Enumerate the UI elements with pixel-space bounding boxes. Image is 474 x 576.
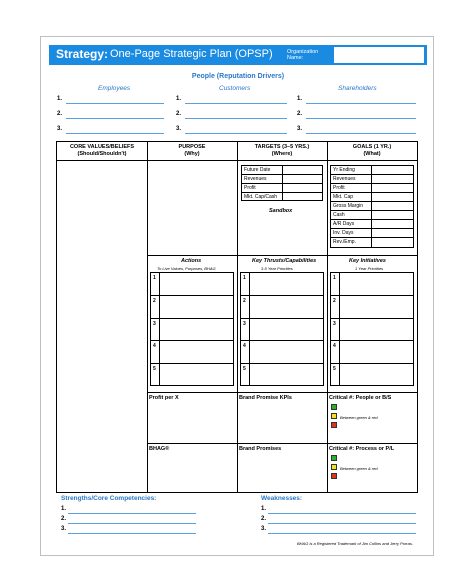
critical-people-label: Critical #: People or B/S xyxy=(329,395,392,401)
strength-num-2: 2. xyxy=(61,516,67,522)
table-divider xyxy=(241,363,323,364)
table-divider xyxy=(339,273,340,385)
actions-subtitle: To Live Values, Purposes, BHAG xyxy=(157,266,216,271)
table-divider xyxy=(331,201,413,202)
employees-heading: Employees xyxy=(98,85,131,92)
table-divider xyxy=(242,174,322,175)
actions-boxes xyxy=(150,272,234,386)
table-divider xyxy=(151,295,233,296)
weakness-line-3[interactable] xyxy=(268,533,416,534)
shareholder-line-3[interactable] xyxy=(306,133,416,134)
goals-row-label: Cash xyxy=(333,212,345,218)
strength-num-3: 3. xyxy=(61,526,67,532)
goals-row-label: Rev./Emp. xyxy=(333,239,356,245)
goals-header xyxy=(327,144,417,158)
targets-row-label: Future Date xyxy=(244,167,271,173)
table-divider xyxy=(331,210,413,211)
shareholder-num-3: 3. xyxy=(297,126,303,132)
strength-line-3[interactable] xyxy=(68,533,196,534)
customer-line-3[interactable] xyxy=(185,133,287,134)
brand-promises-label: Brand Promises xyxy=(239,446,282,452)
goals-row-label: Yr Ending xyxy=(333,167,355,173)
table-divider xyxy=(371,166,372,247)
thrusts-title: Key Thrusts/Capabilities xyxy=(252,258,317,264)
customer-line-1[interactable] xyxy=(185,103,287,104)
targets-row-label: Profit xyxy=(244,185,256,191)
shareholder-line-1[interactable] xyxy=(306,103,416,104)
table-divider xyxy=(151,340,233,341)
grid-divider xyxy=(147,392,417,393)
customer-line-2[interactable] xyxy=(185,118,287,119)
table-divider xyxy=(242,192,322,193)
initiatives-boxes xyxy=(330,272,414,386)
table-divider xyxy=(331,340,413,341)
employee-num-3: 3. xyxy=(57,126,63,132)
customers-heading: Customers xyxy=(219,85,251,92)
row-number: 4 xyxy=(333,343,336,349)
critical-process-label: Critical #: Process or P/L xyxy=(329,446,395,452)
strength-line-1[interactable] xyxy=(68,513,196,514)
actions-title: Actions xyxy=(181,258,202,264)
between-note: Between green & red xyxy=(340,415,378,420)
org-label xyxy=(287,49,318,61)
goals-sub: (What) xyxy=(363,151,381,157)
targets-row-label: Mkt. Cap/Cash xyxy=(244,194,278,200)
targets-row-label: Revenues xyxy=(244,176,267,182)
row-number: 3 xyxy=(333,321,336,327)
row-number: 4 xyxy=(153,343,156,349)
green-status-box[interactable] xyxy=(331,455,337,461)
strength-line-2[interactable] xyxy=(68,523,196,524)
targets-header xyxy=(237,144,327,158)
weakness-num-1: 1. xyxy=(261,506,267,512)
goals-title: GOALS (1 YR.) xyxy=(352,144,392,150)
table-divider xyxy=(242,183,322,184)
org-label-line-2: Name: xyxy=(287,55,304,61)
table-divider xyxy=(241,340,323,341)
thrusts-boxes xyxy=(240,272,324,386)
table-divider xyxy=(331,318,413,319)
org-label-bg xyxy=(284,45,334,65)
row-number: 5 xyxy=(153,366,156,372)
purpose-sub: (Why) xyxy=(184,151,200,157)
grid-divider xyxy=(147,142,148,493)
table-divider xyxy=(249,273,250,385)
shareholders-heading: Shareholders xyxy=(338,85,377,92)
weaknesses-title: Weaknesses: xyxy=(261,495,303,502)
row-number: 3 xyxy=(153,321,156,327)
table-divider xyxy=(331,219,413,220)
row-number: 1 xyxy=(153,275,156,281)
row-number: 5 xyxy=(333,366,336,372)
purpose-title: PURPOSE xyxy=(178,144,206,150)
row-number: 1 xyxy=(333,275,336,281)
table-divider xyxy=(159,273,160,385)
weakness-line-2[interactable] xyxy=(268,523,416,524)
grid-divider xyxy=(237,142,238,493)
grid-divider xyxy=(57,160,417,161)
green-status-box[interactable] xyxy=(331,404,337,410)
table-divider xyxy=(151,363,233,364)
goals-row-label: Profit xyxy=(333,185,345,191)
org-label-line-1: Organization xyxy=(287,49,319,55)
title-bar xyxy=(49,45,427,65)
initiatives-title: Key Initiatives xyxy=(349,258,386,264)
table-divider xyxy=(331,183,413,184)
row-number: 2 xyxy=(243,298,246,304)
goals-row-label: A/R Days xyxy=(333,221,355,227)
weakness-num-3: 3. xyxy=(261,526,267,532)
table-divider xyxy=(241,295,323,296)
employee-num-2: 2. xyxy=(57,111,63,117)
targets-table xyxy=(241,165,323,201)
between-note: Between green & red xyxy=(340,466,378,471)
goals-row-label: Revenues xyxy=(333,176,356,182)
table-divider xyxy=(331,237,413,238)
customer-num-1: 1. xyxy=(176,96,182,102)
sandbox-label: Sandbox xyxy=(269,208,293,214)
shareholder-num-1: 1. xyxy=(297,96,303,102)
core-values-sub: (Should/Shouldn't) xyxy=(77,151,127,157)
goals-row-label: Mkt. Cap xyxy=(333,194,354,200)
row-number: 5 xyxy=(243,366,246,372)
grid-divider xyxy=(147,255,417,256)
initiatives-subtitle: 1 Year Priorities xyxy=(355,266,384,271)
employee-line-3[interactable] xyxy=(66,133,164,134)
table-divider xyxy=(331,295,413,296)
grid-divider xyxy=(147,443,417,444)
row-number: 2 xyxy=(333,298,336,304)
employee-line-2[interactable] xyxy=(66,118,164,119)
employee-num-1: 1. xyxy=(57,96,63,102)
red-status-box[interactable] xyxy=(331,473,337,479)
bhag-label: BHAG® xyxy=(149,446,170,452)
grid-divider xyxy=(327,142,328,493)
profit-per-x-label: Profit per X xyxy=(149,395,179,401)
yellow-status-box[interactable] xyxy=(331,464,337,470)
trademark-note: BHAG is a Registered Trademark of Jim Collins and Jerry Porras. xyxy=(297,541,413,546)
people-title: People (Reputation Drivers) xyxy=(191,73,285,80)
yellow-status-box[interactable] xyxy=(331,413,337,419)
row-number: 2 xyxy=(153,298,156,304)
core-values-title: CORE VALUES/BELIEFS xyxy=(69,144,135,150)
customer-num-3: 3. xyxy=(176,126,182,132)
row-number: 3 xyxy=(243,321,246,327)
shareholder-line-2[interactable] xyxy=(306,118,416,119)
weakness-line-1[interactable] xyxy=(268,513,416,514)
row-number: 4 xyxy=(243,343,246,349)
targets-sub: (Where) xyxy=(271,151,293,157)
goals-table xyxy=(330,165,414,248)
core-values-header xyxy=(57,144,147,158)
main-grid xyxy=(56,141,418,493)
goals-row-label: Gross Margin xyxy=(333,203,364,209)
weakness-num-2: 2. xyxy=(261,516,267,522)
table-divider xyxy=(151,318,233,319)
purpose-header xyxy=(147,144,237,158)
brand-kpis-label: Brand Promise KPIs xyxy=(239,395,292,401)
goals-row-label: Inv. Days xyxy=(333,230,354,236)
table-divider xyxy=(241,318,323,319)
row-number: 1 xyxy=(243,275,246,281)
red-status-box[interactable] xyxy=(331,422,337,428)
opsp-sheet xyxy=(40,36,434,556)
table-divider xyxy=(331,228,413,229)
shareholder-num-2: 2. xyxy=(297,111,303,117)
targets-title: TARGETS (3–5 YRS.) xyxy=(254,144,310,150)
table-divider xyxy=(331,174,413,175)
employee-line-1[interactable] xyxy=(66,103,164,104)
customer-num-2: 2. xyxy=(176,111,182,117)
table-divider xyxy=(331,192,413,193)
title-rest: One-Page Strategic Plan (OPSP) xyxy=(110,48,273,60)
strengths-title: Strengths/Core Competencies: xyxy=(61,495,157,502)
strength-num-1: 1. xyxy=(61,506,67,512)
title-strong: Strategy: xyxy=(56,47,109,61)
thrusts-subtitle: 3-5 Year Priorities xyxy=(261,266,293,271)
table-divider xyxy=(331,363,413,364)
